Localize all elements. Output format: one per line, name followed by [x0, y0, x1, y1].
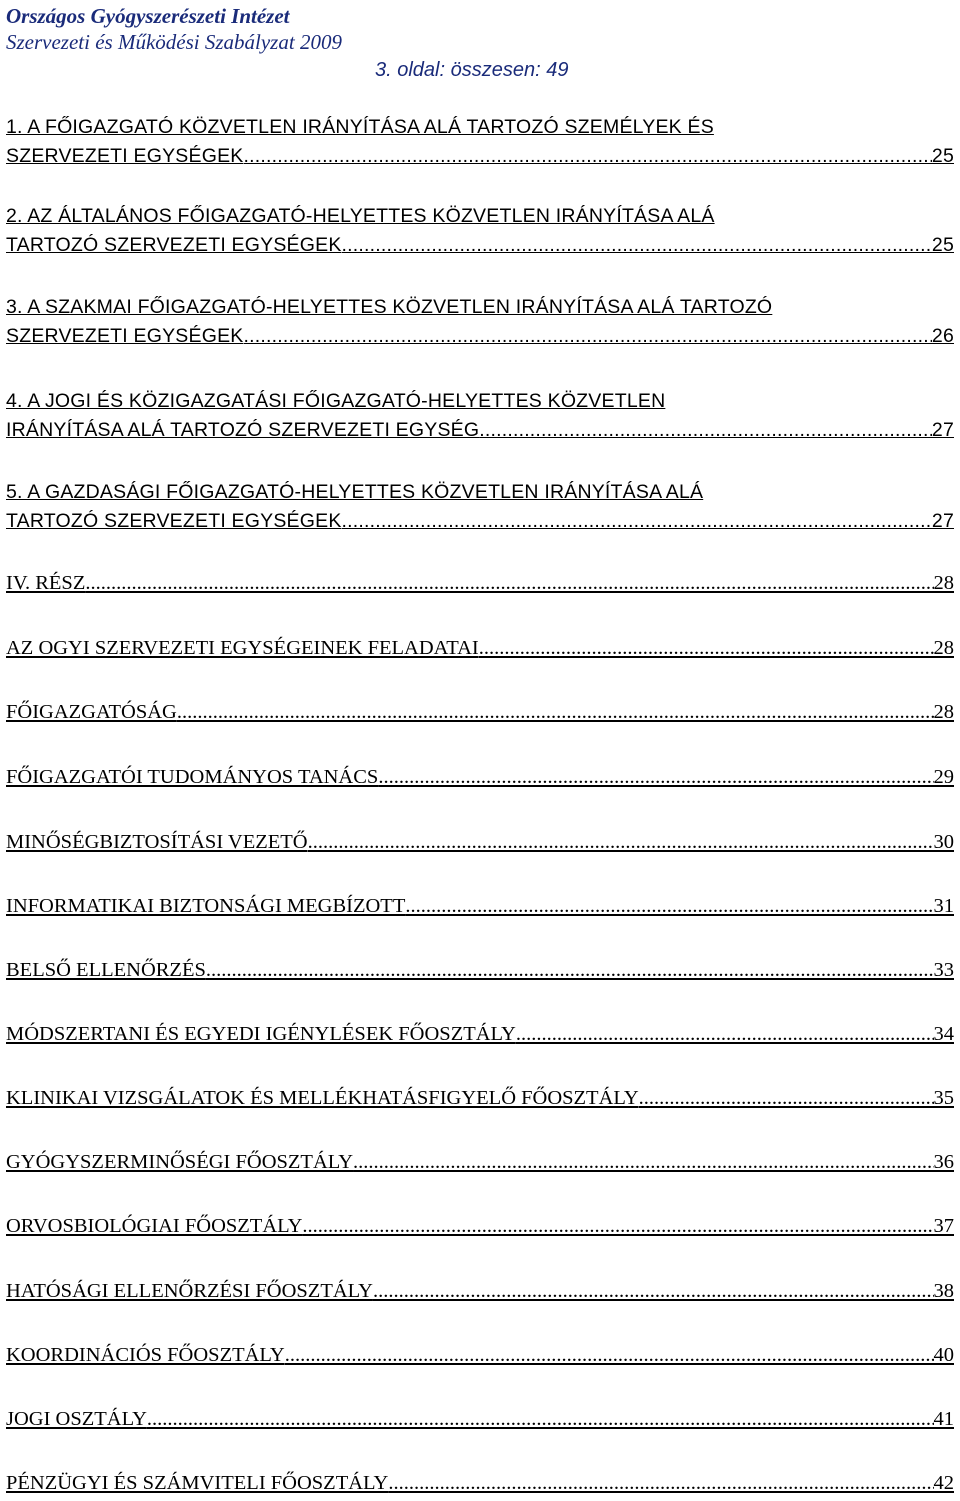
toc-entry[interactable] — [6, 1212, 954, 1241]
toc-page-number: 27 — [931, 510, 954, 532]
toc-entry-title-line: 2. AZ ÁLTALÁNOS FŐIGAZGATÓ-HELYETTES KÖZVETLEN IRÁNYÍTÁSA ALÁ — [6, 205, 715, 227]
toc-page-number: 29 — [933, 766, 954, 788]
toc-entry[interactable] — [6, 1084, 954, 1113]
toc-entry-title: PÉNZÜGYI ÉS SZÁMVITELI FŐOSZTÁLY — [6, 1472, 389, 1494]
toc-leader-dots — [85, 569, 933, 598]
toc-leader-dots — [639, 1084, 934, 1113]
toc-page-number: 41 — [933, 1408, 954, 1430]
toc-leader-dots — [244, 322, 932, 351]
toc-entry[interactable] — [6, 1469, 954, 1498]
toc-page-number: 28 — [933, 572, 954, 594]
toc-leader-dots — [479, 416, 932, 445]
toc-entry[interactable] — [6, 202, 954, 260]
toc-entry[interactable] — [6, 1148, 954, 1177]
page-number-info: 3. oldal: összesen: 49 — [375, 59, 569, 81]
toc-leader-dots — [479, 634, 934, 663]
toc-entry-title: INFORMATIKAI BIZTONSÁGI MEGBÍZOTT — [6, 895, 406, 917]
toc-entry-title: KOORDINÁCIÓS FŐOSZTÁLY — [6, 1344, 285, 1366]
organization-name: Országos Gyógyszerészeti Intézet — [6, 4, 290, 28]
toc-leader-dots — [206, 956, 934, 985]
toc-leader-dots — [244, 142, 932, 171]
toc-entry-title: FŐIGAZGATÓSÁG — [6, 701, 177, 723]
toc-leader-dots — [285, 1341, 934, 1370]
toc-entry[interactable] — [6, 293, 954, 351]
toc-entry[interactable] — [6, 1020, 954, 1049]
toc-page-number: 42 — [933, 1472, 954, 1494]
toc-entry[interactable] — [6, 478, 954, 536]
document-title: Szervezeti és Működési Szabályzat 2009 — [6, 30, 342, 54]
toc-leader-dots — [177, 698, 934, 727]
toc-page-number: 38 — [933, 1280, 954, 1302]
toc-entry[interactable] — [6, 763, 954, 792]
toc-page-number: 33 — [933, 959, 954, 981]
toc-page-number: 28 — [933, 701, 954, 723]
toc-page-number: 34 — [933, 1023, 954, 1045]
toc-page-number: 40 — [933, 1344, 954, 1366]
toc-entry-title: ORVOSBIOLÓGIAI FŐOSZTÁLY — [6, 1215, 303, 1237]
toc-page-number: 36 — [933, 1151, 954, 1173]
toc-entry-title-line: 5. A GAZDASÁGI FŐIGAZGATÓ-HELYETTES KÖZVETLEN IRÁNYÍTÁSA ALÁ — [6, 481, 704, 503]
toc-entry-title: IV. RÉSZ — [6, 572, 86, 594]
toc-leader-dots — [516, 1020, 934, 1049]
toc-entry-title: TARTOZÓ SZERVEZETI EGYSÉGEK — [6, 234, 342, 256]
toc-page-number: 25 — [931, 145, 954, 167]
toc-leader-dots — [342, 507, 932, 536]
toc-leader-dots — [373, 1277, 934, 1306]
toc-entry-title: FŐIGAZGATÓI TUDOMÁNYOS TANÁCS — [6, 766, 379, 788]
toc-entry[interactable] — [6, 698, 954, 727]
toc-entry-title: MÓDSZERTANI ÉS EGYEDI IGÉNYLÉSEK FŐOSZTÁLY — [6, 1023, 516, 1045]
toc-entry[interactable] — [6, 828, 954, 857]
toc-entry-title: TARTOZÓ SZERVEZETI EGYSÉGEK — [6, 510, 342, 532]
toc-leader-dots — [308, 828, 934, 857]
toc-leader-dots — [302, 1212, 933, 1241]
toc-page-number: 28 — [933, 637, 954, 659]
toc-entry[interactable] — [6, 1405, 954, 1434]
toc-entry[interactable] — [6, 892, 954, 921]
toc-entry-title: SZERVEZETI EGYSÉGEK — [6, 325, 244, 347]
toc-leader-dots — [342, 231, 932, 260]
toc-leader-dots — [378, 763, 933, 792]
toc-entry-title-line: 3. A SZAKMAI FŐIGAZGATÓ-HELYETTES KÖZVETLEN IRÁNYÍTÁSA ALÁ TARTOZÓ — [6, 296, 773, 318]
toc-leader-dots — [147, 1405, 934, 1434]
toc-entry-title: HATÓSÁGI ELLENŐRZÉSI FŐOSZTÁLY — [6, 1280, 373, 1302]
toc-page-number: 37 — [933, 1215, 954, 1237]
toc-page-number: 26 — [931, 325, 954, 347]
toc-page-number: 25 — [931, 234, 954, 256]
toc-entry-title: AZ OGYI SZERVEZETI EGYSÉGEINEK FELADATAI — [6, 637, 479, 659]
toc-entry-title: JOGI OSZTÁLY — [6, 1408, 147, 1430]
toc-entry-title: SZERVEZETI EGYSÉGEK — [6, 145, 244, 167]
toc-page-number: 27 — [931, 419, 954, 441]
toc-page-number: 31 — [933, 895, 954, 917]
toc-page-number: 35 — [933, 1087, 954, 1109]
toc-entry[interactable] — [6, 634, 954, 663]
toc-entry[interactable] — [6, 387, 954, 445]
toc-leader-dots — [353, 1148, 933, 1177]
toc-leader-dots — [388, 1469, 933, 1498]
toc-entry-title: IRÁNYÍTÁSA ALÁ TARTOZÓ SZERVEZETI EGYSÉG — [6, 419, 480, 441]
toc-entry[interactable] — [6, 956, 954, 985]
toc-entry[interactable] — [6, 113, 954, 171]
toc-entry-title: BELSŐ ELLENŐRZÉS — [6, 959, 206, 981]
toc-entry[interactable] — [6, 1341, 954, 1370]
toc-entry[interactable] — [6, 1277, 954, 1306]
toc-entry-title: MINŐSÉGBIZTOSÍTÁSI VEZETŐ — [6, 831, 308, 853]
toc-entry-title: GYÓGYSZERMINŐSÉGI FŐOSZTÁLY — [6, 1151, 354, 1173]
toc-entry-title-line: 1. A FŐIGAZGATÓ KÖZVETLEN IRÁNYÍTÁSA ALÁ TARTOZÓ SZEMÉLYEK ÉS — [6, 116, 714, 138]
toc-leader-dots — [405, 892, 933, 921]
toc-entry[interactable] — [6, 569, 954, 598]
toc-entry-title-line: 4. A JOGI ÉS KÖZIGAZGATÁSI FŐIGAZGATÓ-HELYETTES KÖZVETLEN — [6, 390, 666, 412]
toc-page-number: 30 — [933, 831, 954, 853]
toc-entry-title: KLINIKAI VIZSGÁLATOK ÉS MELLÉKHATÁSFIGYELŐ FŐOSZTÁLY — [6, 1087, 639, 1109]
